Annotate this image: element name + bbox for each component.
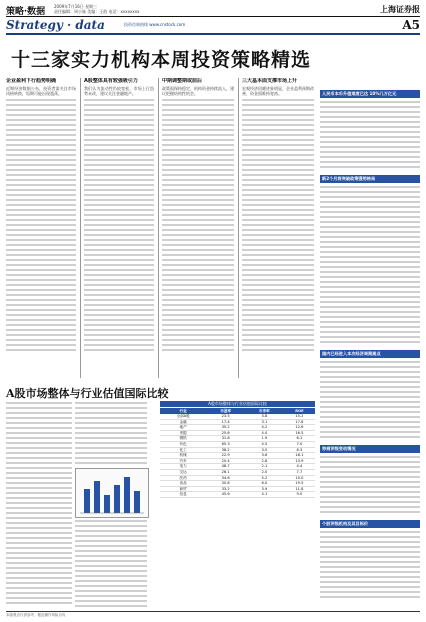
table-cell: 金融	[160, 419, 206, 425]
table-cell: 2.1	[245, 464, 284, 470]
table-cell: 1.9	[245, 436, 284, 442]
table-cell: 有色	[160, 441, 206, 447]
article-column-4	[242, 78, 314, 378]
table-cell: 2.0	[245, 469, 284, 475]
table-cell: 15.2	[284, 414, 315, 419]
article-heading: 中期调整期或前后	[162, 78, 203, 84]
table-cell: 信息	[160, 492, 206, 498]
table-cell: 48.7	[206, 464, 245, 470]
column-divider	[80, 78, 81, 378]
brand-title: Strategy · data	[6, 18, 105, 32]
body-text-block	[84, 99, 154, 354]
table-cell: 65.3	[206, 441, 245, 447]
table-cell: 商贸	[160, 486, 206, 492]
table-cell: 地产	[160, 425, 206, 431]
table-cell: 12.6	[284, 425, 315, 431]
section-2-title: A股市场整体与行业估值国际比较	[6, 387, 169, 400]
table-cell: 化工	[160, 447, 206, 453]
sidebar	[320, 90, 420, 610]
article-body: 政策面保持稳定，机构资金持续流入，建议把握结构性机会。	[162, 86, 234, 97]
column-divider	[158, 78, 159, 378]
table-cell: 38.2	[206, 447, 245, 453]
table-cell: 30.8	[206, 481, 245, 487]
sidebar-table	[320, 531, 420, 601]
table-cell: 4.1	[245, 492, 284, 498]
table-cell: 4.4	[284, 464, 315, 470]
article-column-1	[6, 78, 76, 378]
article-body: 我们认为流动性仍较宽松，市场上行趋势未改，建议关注金融地产。	[84, 86, 154, 97]
table-cell: 45.6	[206, 492, 245, 498]
sidebar-heading: 人民币本币升值难度已达 10%几万亿元	[320, 90, 420, 98]
paper-name: 上海证券报	[380, 4, 420, 14]
top-info-strip	[6, 4, 420, 16]
table-cell: 19.5	[284, 481, 315, 487]
issue-date: 2009年7月16日 星期三	[54, 4, 98, 9]
body-text-block	[6, 99, 76, 354]
sidebar-heading: 新2个月将突破政策强势格局	[320, 175, 420, 183]
table-cell: 3.8	[245, 414, 284, 419]
table-cell: 13.9	[284, 458, 315, 464]
chart-bar	[124, 477, 130, 513]
table-cell: 15.0	[284, 475, 315, 481]
chart-graphic	[76, 469, 148, 517]
table-cell: 20.4	[206, 458, 245, 464]
table-cell: 电力	[160, 464, 206, 470]
column-divider	[238, 78, 239, 378]
table-cell: 11.8	[284, 486, 315, 492]
table-cell: 5.2	[245, 475, 284, 481]
table-header: 市盈率	[206, 408, 245, 414]
article-body: 近期经济数据公布，投资者需关注市场风格转换，短期可能出现震荡。	[6, 86, 76, 97]
table-cell: 4.0	[245, 430, 284, 436]
table-cell: 17.8	[284, 419, 315, 425]
sidebar-block-4	[320, 445, 420, 516]
article-column-3	[162, 78, 234, 378]
table-header: ROE	[284, 408, 315, 414]
section-2-column-1	[6, 402, 72, 607]
sidebar-block-3	[320, 350, 420, 441]
sidebar-text	[320, 101, 420, 171]
table-cell: 4.2	[245, 425, 284, 431]
sidebar-heading: 国内已经进入本次经济周期高点	[320, 350, 420, 358]
table-cell: 6.1	[284, 436, 315, 442]
article-heading: A股整体具有较强吸引力	[84, 78, 138, 84]
sidebar-text	[320, 186, 420, 346]
table-cell: 6.0	[245, 481, 284, 487]
body-text-block	[6, 402, 72, 607]
chart-bar	[84, 489, 90, 513]
table-title: A股市场整体与行业估值国际比较	[160, 401, 315, 407]
article-heading: 企业盈利下行趋势明确	[6, 78, 57, 84]
main-headline: 十三家实力机构本周投资策略精选	[10, 49, 311, 71]
table-cell: 4.5	[245, 441, 284, 447]
table-cell: 23.5	[206, 414, 245, 419]
sidebar-text	[320, 361, 420, 441]
table-cell: 3.9	[245, 486, 284, 492]
table-row	[160, 492, 315, 498]
table-cell: 钢铁	[160, 436, 206, 442]
table-cell: 3.1	[245, 419, 284, 425]
sidebar-table	[320, 456, 420, 516]
article-body: 宏观经济回暖迹象明显，企业盈利预期改善，资金面维持宽裕。	[242, 86, 314, 97]
table-cell: 33.2	[206, 486, 245, 492]
table-cell: 采掘	[160, 430, 206, 436]
table-cell: 9.0	[284, 492, 315, 498]
table-cell: 3.0	[245, 447, 284, 453]
contact-line: 投资咨询热线 www.cnstock.com	[124, 22, 186, 27]
sidebar-block-1	[320, 90, 420, 171]
table-cell: 全部A股	[160, 414, 206, 419]
chart-bar	[114, 485, 120, 513]
table-cell: 交运	[160, 469, 206, 475]
sidebar-block-2	[320, 175, 420, 346]
article-heading: 三大基本面支撑市场上升	[242, 78, 298, 84]
table-cell: 35.2	[206, 425, 245, 431]
section-2-column-3	[75, 520, 147, 608]
sidebar-block-5	[320, 520, 420, 601]
table-cell: 7.7	[284, 469, 315, 475]
table-cell: 7.0	[284, 441, 315, 447]
table-header: 市净率	[245, 408, 284, 414]
masthead	[6, 16, 420, 35]
body-text-block	[162, 99, 234, 354]
table-body	[160, 414, 315, 497]
chart-bar	[134, 491, 140, 513]
table-cell: 食品	[160, 481, 206, 487]
body-text-block	[242, 99, 314, 354]
valuation-table	[160, 408, 315, 498]
body-text-block	[75, 402, 147, 464]
table-cell: 34.6	[206, 475, 245, 481]
body-text-block	[75, 520, 147, 608]
section-2-column-2	[75, 402, 147, 464]
small-chart	[75, 468, 149, 518]
table-cell: 3.6	[245, 453, 284, 459]
page-footer: 本版观点仅供参考，据此操作风险自负	[6, 611, 420, 619]
table-cell: 机械	[160, 453, 206, 459]
section-name: 策略·数据	[6, 7, 46, 17]
table-cell: 26.1	[206, 469, 245, 475]
issue-meta	[54, 4, 204, 14]
sidebar-heading: 个股评级机构及其目标价	[320, 520, 420, 528]
table-cell: 17.4	[206, 419, 245, 425]
table-cell: 31.8	[206, 436, 245, 442]
table-cell: 8.3	[284, 447, 315, 453]
table-cell: 25.6	[206, 430, 245, 436]
table-header: 行业	[160, 408, 206, 414]
table-cell: 医药	[160, 475, 206, 481]
table-cell: 汽车	[160, 458, 206, 464]
article-column-2	[84, 78, 154, 378]
table-cell: 2.8	[245, 458, 284, 464]
chart-bar	[104, 495, 110, 513]
table-cell: 22.9	[206, 453, 245, 459]
editor-line: 责任编辑：周小妹 美编：王韵 电话：xxxxxxxx	[54, 9, 140, 14]
sidebar-heading: 券商评级变动情况	[320, 445, 420, 453]
table-cell: 16.1	[284, 453, 315, 459]
table-cell: 16.5	[284, 430, 315, 436]
chart-bar	[94, 481, 100, 513]
page-number: A5	[402, 18, 420, 32]
